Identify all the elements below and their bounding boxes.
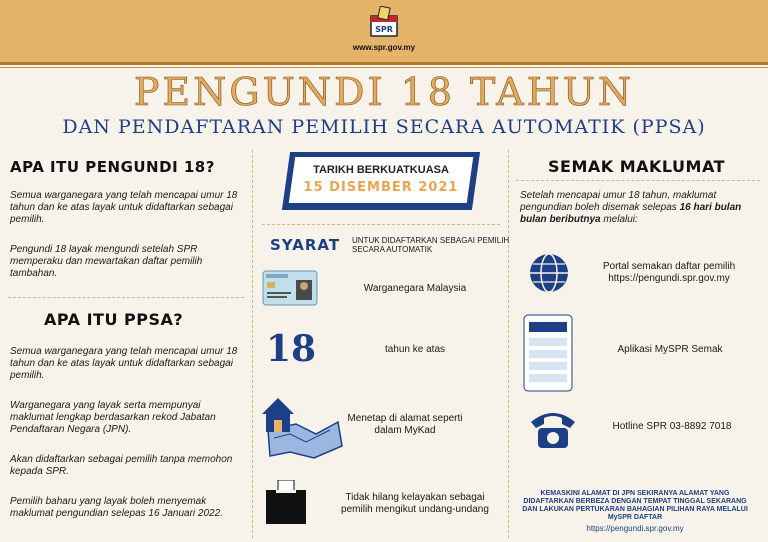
id-card-icon	[262, 270, 318, 306]
service-portal[interactable]: Portal semakan daftar pemilih https://pengundi.spr.gov.my	[602, 261, 736, 284]
heading-apa-itu-ppsa: APA ITU PPSA?	[44, 310, 184, 329]
effective-date-banner	[286, 152, 476, 210]
column-divider-right	[508, 150, 509, 538]
globe-icon[interactable]	[528, 252, 570, 294]
left-section-divider	[8, 297, 244, 298]
left-paragraph-4: Warganegara yang layak serta mempunyai maklumat lengkap berdasarkan rekod Jabatan Pendaftaran Negara (JPN).	[10, 400, 216, 435]
requirement-address: Menetap di alamat seperti dalam MyKad	[347, 413, 463, 436]
left-paragraph-5: Akan didaftarkan sebagai pemilih tanpa memohon kepada SPR.	[10, 454, 233, 477]
left-paragraph-6: Pemilih baharu yang layak boleh menyemak maklumat pengundian selepas 16 Januari 2022.	[10, 496, 223, 519]
requirement-age: tahun ke atas	[384, 344, 446, 355]
right-section-divider	[516, 180, 760, 181]
house-map-icon	[260, 394, 344, 460]
right-intro-text-a: Setelah mencapai umur 18 tahun, maklumat pengundian boleh disemak selepas	[520, 190, 717, 213]
page-title: PENGUNDI 18 TAHUN	[133, 70, 635, 114]
header-url[interactable]: www.spr.gov.my	[352, 43, 416, 52]
header-divider	[0, 62, 768, 65]
right-intro	[520, 190, 756, 226]
header-divider-thin	[0, 67, 768, 68]
phone-app-icon[interactable]	[523, 314, 573, 392]
ballot-box-logo-icon	[367, 6, 401, 38]
telephone-icon[interactable]	[528, 408, 578, 450]
effective-date-label: TARIKH BERKUATKUASA	[313, 164, 449, 176]
logo-text: SPR	[375, 25, 393, 34]
age-18-number: 18	[266, 328, 317, 370]
ballot-box-icon	[264, 480, 308, 526]
page-subtitle: DAN PENDAFTARAN PEMILIH SECARA AUTOMATIK (PPSA)	[62, 116, 706, 138]
right-intro-text-b: melalui:	[600, 214, 638, 225]
middle-section-divider	[262, 224, 500, 225]
requirement-citizen: Warganegara Malaysia	[363, 283, 467, 294]
heading-semak-maklumat: SEMAK MAKLUMAT	[548, 157, 726, 176]
syarat-heading: SYARAT	[270, 236, 341, 254]
syarat-note: UNTUK DIDAFTARKAN SEBAGAI PEMILIH SECARA AUTOMATIK	[352, 236, 510, 254]
service-hotline[interactable]: Hotline SPR 03-8892 7018	[612, 421, 732, 432]
effective-date-value: 15 DISEMBER 2021	[303, 180, 459, 195]
heading-apa-itu-pengundi-18: APA ITU PENGUNDI 18?	[10, 158, 215, 176]
column-divider-left	[252, 150, 253, 538]
footer-url[interactable]: https://pengundi.spr.gov.my	[586, 524, 684, 533]
right-intro-bold: 16 hari bulan bulan beributnya	[520, 202, 742, 225]
address-update-note: KEMASKINI ALAMAT DI JPN SEKIRANYA ALAMAT YANG DIDAFTARKAN BERBEZA DENGAN TEMPAT TINGGAL SEKARANG DAN LAKUKAN PERTUKARAN BAHAGIAN PILIHAN RAYA MELALUI MySPR DAFTAR	[522, 490, 748, 521]
left-paragraph-3: Semua warganegara yang telah mencapai umur 18 tahun dan ke atas layak untuk didaftarkan sebagai pemilih.	[10, 346, 238, 381]
left-paragraph-1: Semua warganegara yang telah mencapai umur 18 tahun dan ke atas layak untuk didaftarkan sebagai pemilih.	[10, 190, 238, 225]
left-paragraph-2: Pengundi 18 layak mengundi setelah SPR memperaku dan mewartakan daftar pemilih tambahan.	[10, 244, 203, 279]
service-mobile-app[interactable]: Aplikasi MySPR Semak	[617, 344, 723, 355]
requirement-eligibility: Tidak hilang kelayakan sebagai pemilih mengikut undang-undang	[341, 492, 489, 515]
